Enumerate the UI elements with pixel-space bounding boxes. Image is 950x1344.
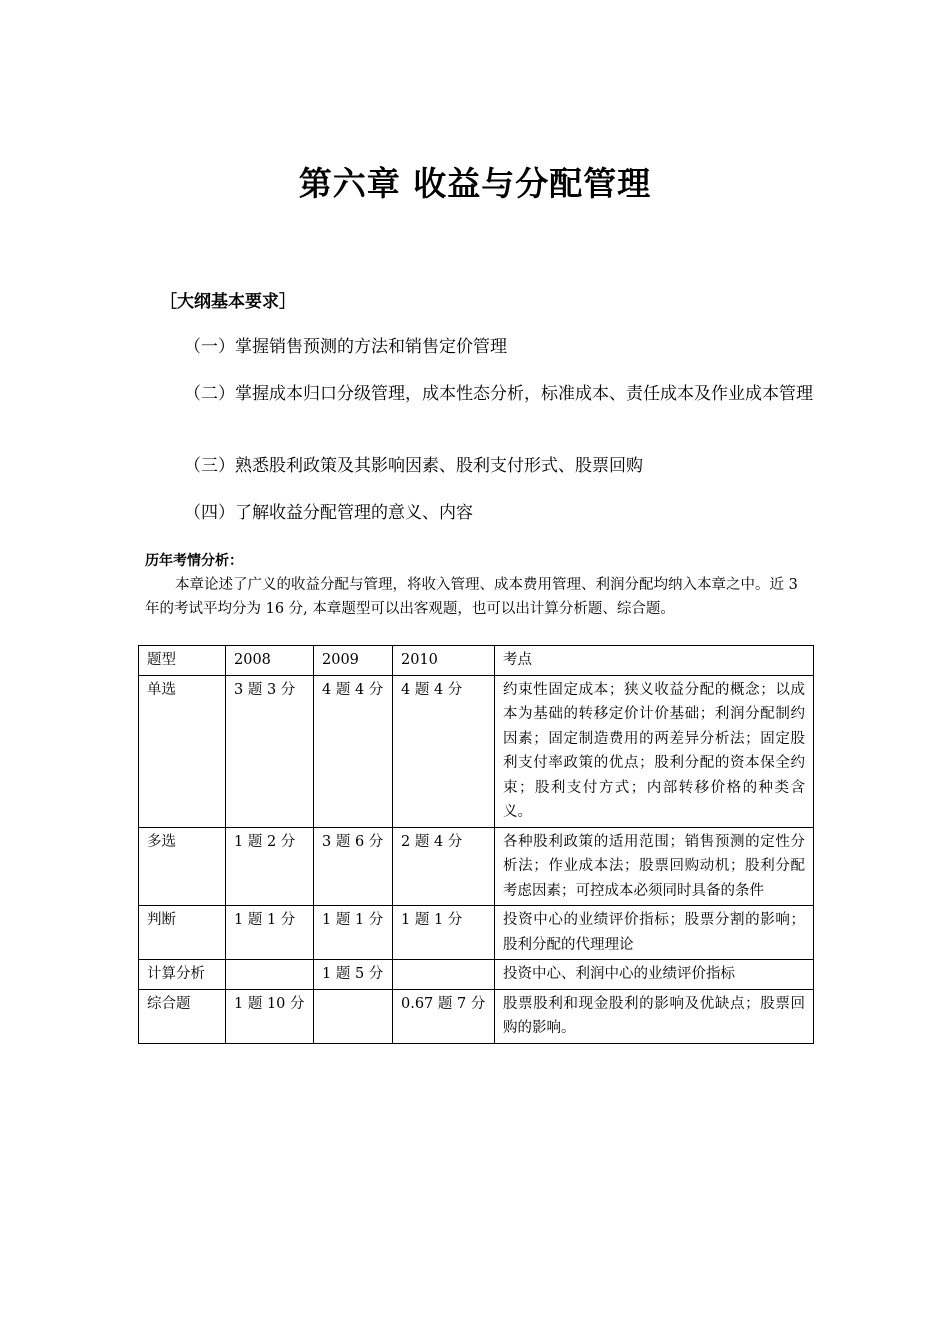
analysis-heading: 历年考情分析： [145,553,243,569]
requirement-item: （三）熟悉股利政策及其影响因素、股利支付形式、股票回购 [184,456,643,476]
column-header: 2009 [314,646,393,676]
table-cell-type: 计算分析 [139,960,226,990]
table-cell [226,960,314,990]
requirement-item: （一）掌握销售预测的方法和销售定价管理 [184,337,507,357]
column-header: 2010 [393,646,495,676]
table-cell: 0.67 题 7 分 [393,989,495,1043]
table-cell: 1 题 1 分 [393,906,495,960]
table-cell [314,989,393,1043]
table-cell: 3 题 6 分 [314,827,393,906]
table-cell-points: 投资中心的业绩评价指标；股票分割的影响；股利分配的代理理论 [495,906,814,960]
page-title: 第六章 收益与分配管理 [298,164,652,203]
table-cell-points: 各种股利政策的适用范围；销售预测的定性分析法；作业成本法；股票回购动机；股利分配考虑因素；可控成本必须同时具备的条件 [495,827,814,906]
table-cell: 1 题 1 分 [314,906,393,960]
table-cell-type: 判断 [139,906,226,960]
table-row [139,827,814,906]
column-header: 考点 [495,646,814,676]
table-cell-type: 多选 [139,827,226,906]
requirement-item: （二）掌握成本归口分级管理，成本性态分析，标准成本、责任成本及作业成本管理 [184,384,813,404]
table-cell: 2 题 4 分 [393,827,495,906]
column-header: 题型 [139,646,226,676]
table-row [139,960,814,990]
table-cell: 1 题 10 分 [226,989,314,1043]
table-cell-points: 约束性固定成本；狭义收益分配的概念；以成本为基础的转移定价计价基础；利润分配制约因素；固定制造费用的两差异分析法；固定股利支付率政策的优点；股利分配的资本保全约束；股利支付方式；内部转移价格的种类含义。 [495,675,814,827]
table-cell: 4 题 4 分 [393,675,495,827]
table-row [139,989,814,1043]
table-row [139,906,814,960]
table-cell: 1 题 5 分 [314,960,393,990]
table-header-row [139,646,814,676]
table-cell: 1 题 2 分 [226,827,314,906]
table-cell-points: 投资中心、利润中心的业绩评价指标 [495,960,814,990]
column-header: 2008 [226,646,314,676]
table-cell: 3 题 3 分 [226,675,314,827]
requirement-item: （四）了解收益分配管理的意义、内容 [184,503,473,523]
table-row [139,675,814,827]
table-cell [393,960,495,990]
table-cell-points: 股票股利和现金股利的影响及优缺点；股票回购的影响。 [495,989,814,1043]
analysis-paragraph: 本章论述了广义的收益分配与管理，将收入管理、成本费用管理、利润分配均纳入本章之中。近 3 年的考试平均分为 16 分, 本章题型可以出客观题，也可以出计算分析题、综合题。 [145,577,798,617]
outline-heading: ［大纲基本要求］ [160,292,296,312]
table-cell-type: 综合题 [139,989,226,1043]
table-cell: 1 题 1 分 [226,906,314,960]
exam-analysis-table [138,645,814,1044]
table-cell: 4 题 4 分 [314,675,393,827]
table-cell-type: 单选 [139,675,226,827]
